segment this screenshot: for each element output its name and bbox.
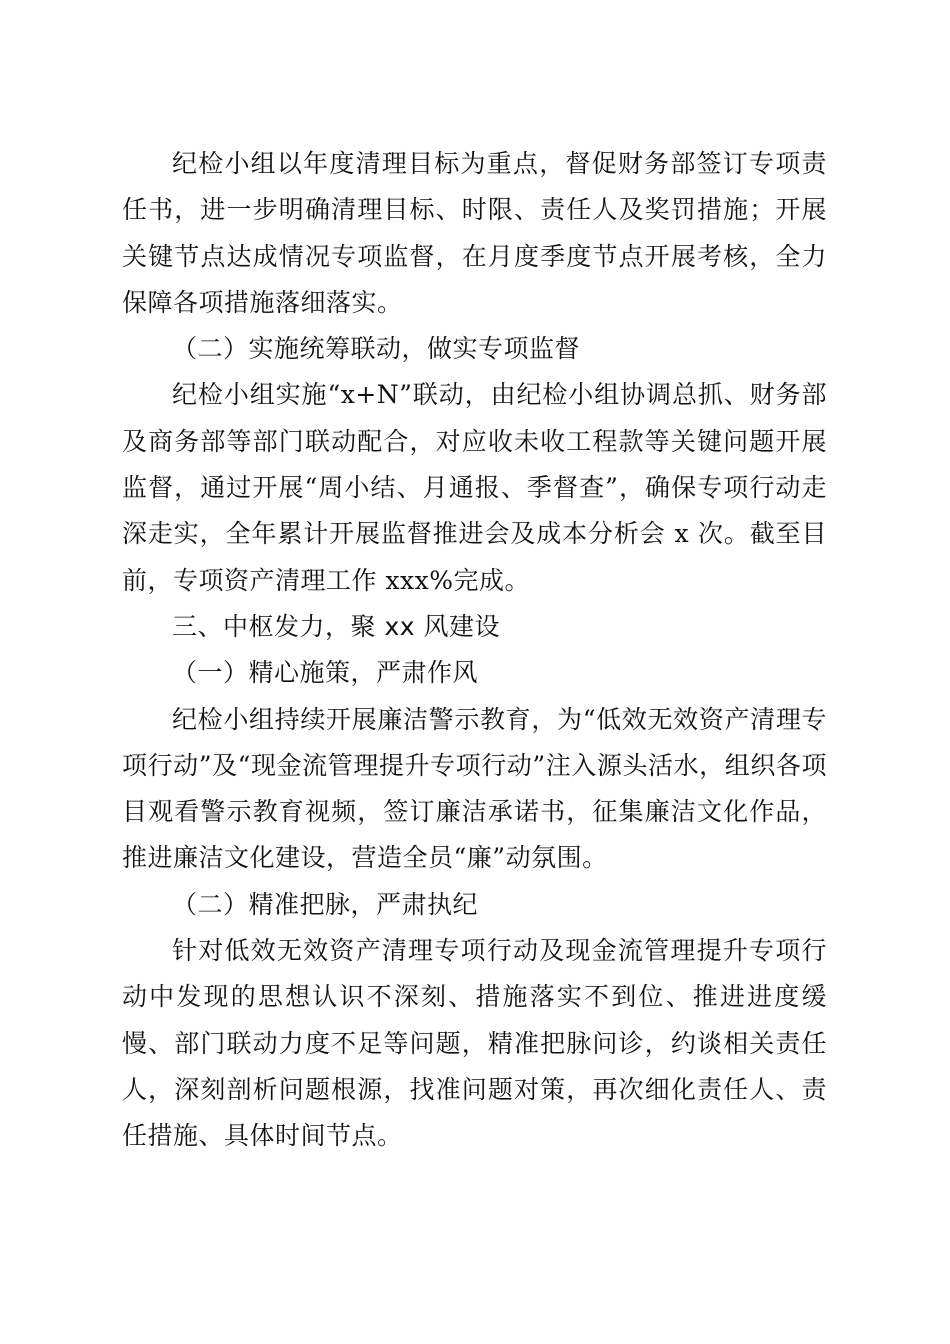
sub-heading: （二）精准把脉，严肃执纪 (172, 889, 479, 919)
paragraph: 纪检小组以年度清理目标为重点，督促财务部签订专项责任书，进一步明确清理目标、时限、责任人及奖罚措施；开展关键节点达成情况专项监督，在月度季度节点开展考核，全力保障各项措施落细落实。 (122, 149, 827, 317)
paragraph: 纪检小组持续开展廉洁警示教育，为“低效无效资产清理专项行动”及“现金流管理提升专项行动”注入源头活水，组织各项目观看警示教育视频，签订廉洁承诺书，征集廉洁文化作品，推进廉洁文化建设，营造全员“廉”动氛围。 (122, 704, 827, 873)
paragraph: 针对低效无效资产清理专项行动及现金流管理提升专项行动中发现的思想认识不深刻、措施落实不到位、推进进度缓慢、部门联动力度不足等问题，精准把脉问诊，约谈相关责任人，深刻剖析问题根源，找准问题对策，再次细化责任人、责任措施、具体时间节点。 (122, 936, 827, 1151)
paragraph: 纪检小组实施“x+N”联动，由纪检小组协调总抓、财务部及商务部等部门联动配合，对应收未收工程款等关键问题开展监督，通过开展“周小结、月通报、季督查”，确保专项行动走深走实，全年累计开展监督推进会及成本分析会 x 次。截至目前，专项资产清理工作 xxx%完成。 (122, 380, 827, 595)
section-heading: 三、中枢发力，聚 xx 风建设 (172, 611, 500, 641)
sub-heading: （二）实施统筹联动，做实专项监督 (172, 334, 581, 364)
document-body (122, 141, 827, 1160)
sub-heading: （一）精心施策，严肃作风 (172, 658, 479, 688)
